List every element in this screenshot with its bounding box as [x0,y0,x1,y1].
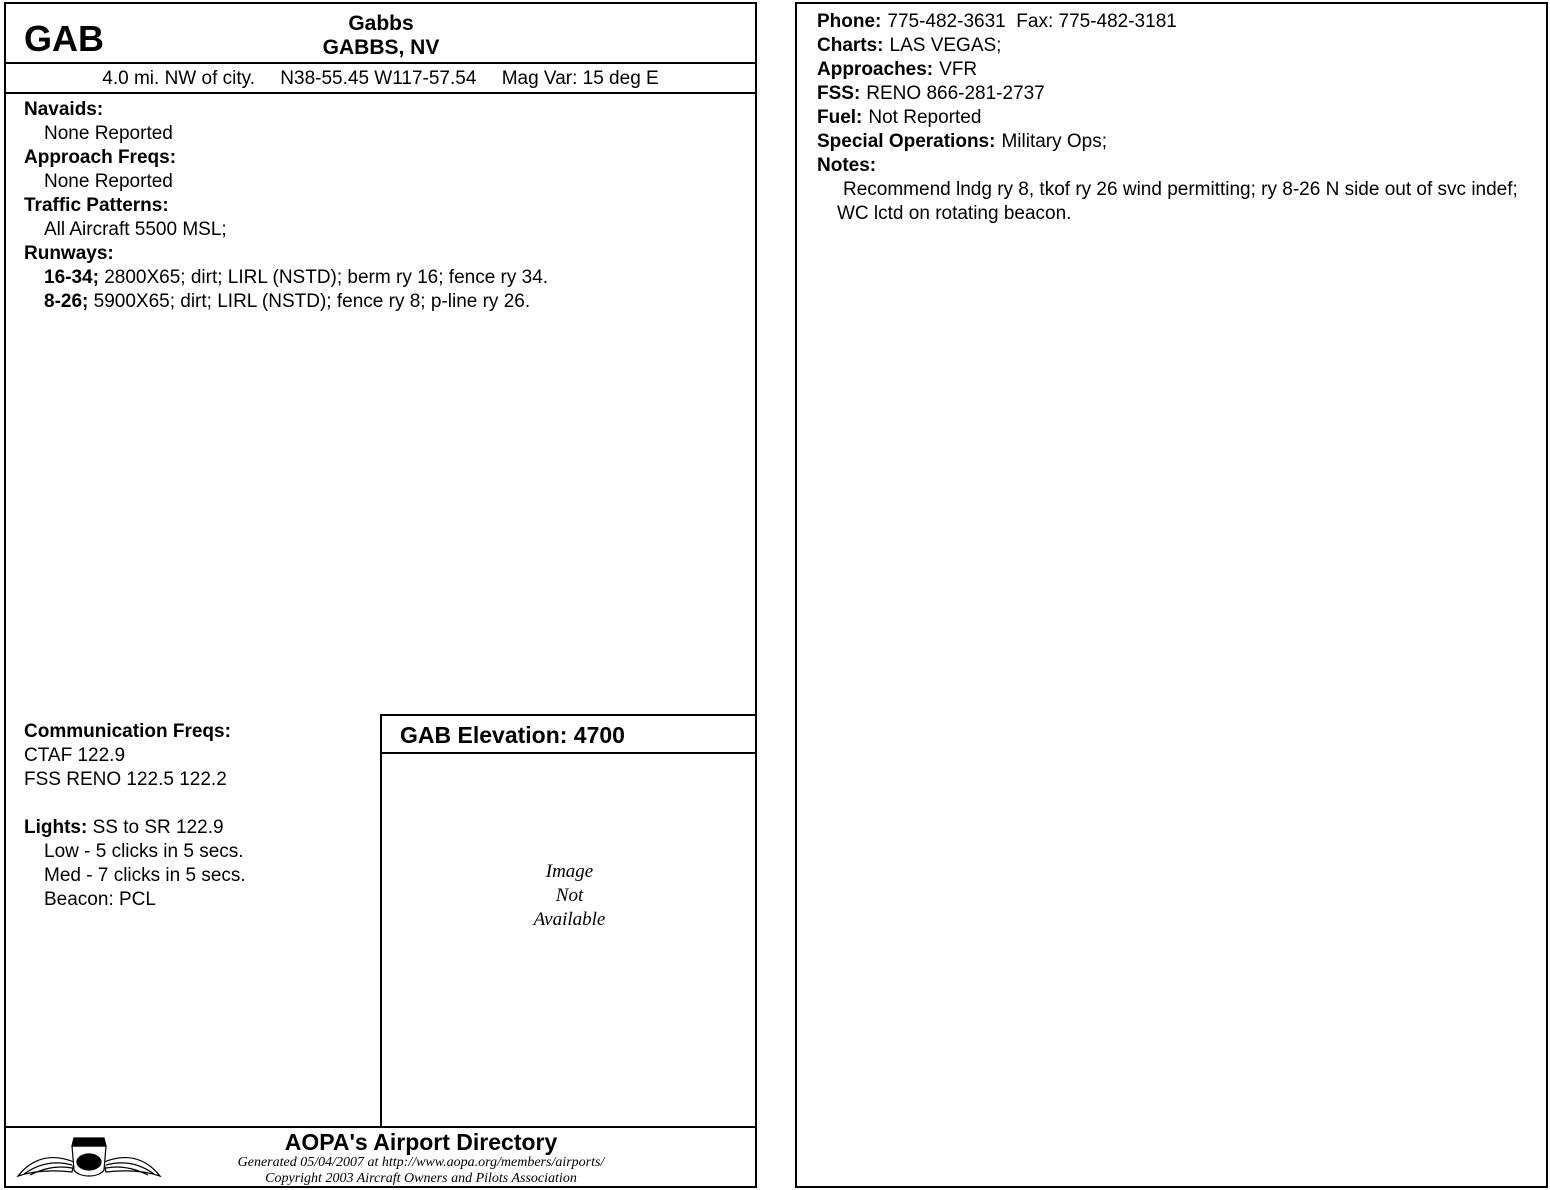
approaches-value: VFR [939,59,978,80]
runway-desc: 5900X65; dirt; LIRL (NSTD); fence ry 8; p-line ry 26. [93,291,531,312]
lights-row [24,816,374,840]
location-text: 4.0 mi. NW of city. [102,68,256,89]
image-placeholder-line: Available [533,909,606,930]
footer-generated: Generated 05/04/2007 at http://www.aopa.org/members/airports/ [237,1155,605,1170]
comm-line: FSS RENO 122.5 122.2 [24,769,227,790]
runways-heading: Runways: [24,243,114,264]
navaids-value: None Reported [44,123,173,144]
image-placeholder-line: Not [555,885,584,906]
comm-line: CTAF 122.9 [24,745,126,766]
lights-line: Med - 7 clicks in 5 secs. [44,865,246,886]
runway-id: 16-34; [44,267,99,288]
divider [6,92,755,94]
runway-id: 8-26; [44,291,89,312]
runway-row [24,290,744,314]
notes-text: Recommend lndg ry 8, tkof ry 26 wind permitting; ry 8-26 N side out of svc indef; WC lctd on rotating beacon. [837,179,1518,224]
image-placeholder-line: Image [545,861,594,882]
runway-row [24,266,744,290]
airport-details [24,98,744,314]
runway-desc: 2800X65; dirt; LIRL (NSTD); berm ry 16; fence ry 34. [104,267,549,288]
divider [6,1126,755,1128]
lights-line: Low - 5 clicks in 5 secs. [44,841,244,862]
navaids-heading: Navaids: [24,99,104,120]
airport-ident: GAB [24,18,104,59]
comm-freqs-heading: Communication Freqs: [24,721,231,742]
phone-value: 775-482-3631 Fax: 775-482-3181 [887,11,1177,32]
location-line [6,68,755,90]
special-ops-value: Military Ops; [1001,131,1108,152]
approaches-label: Approaches: [817,59,934,80]
comm-freqs [24,720,374,912]
fuel-value: Not Reported [868,107,982,128]
fss-value: RENO 866-281-2737 [866,83,1045,104]
elevation-box [380,714,757,1128]
footer-credits [156,1155,686,1187]
fuel-row [817,106,1527,130]
airport-city-state: GABBS, NV [322,36,440,59]
special-ops-label: Special Operations: [817,131,996,152]
image-placeholder [382,860,757,932]
elevation-title: GAB Elevation: 4700 [400,722,625,748]
phone-row [817,10,1527,34]
fuel-label: Fuel: [817,107,863,128]
special-ops-row [817,130,1527,154]
fss-label: FSS: [817,83,861,104]
approaches-row [817,58,1527,82]
footer-copyright: Copyright 2003 Aircraft Owners and Pilots Association [265,1171,577,1186]
notes-label: Notes: [817,155,877,176]
phone-label: Phone: [817,11,882,32]
airport-card-left [4,2,757,1188]
charts-value: LAS VEGAS; [889,35,1002,56]
lights-value: SS to SR 122.9 [92,817,224,838]
footer-title: AOPA's Airport Directory [284,1129,558,1155]
lights-heading: Lights: [24,817,88,838]
divider [382,752,757,754]
airport-card-right [795,2,1548,1188]
notes-row [817,154,1527,178]
mag-var: Mag Var: 15 deg E [501,68,659,89]
lights-line: Beacon: PCL [44,889,156,910]
traffic-patterns-value: All Aircraft 5500 MSL; [44,219,227,240]
airport-name: Gabbs [348,12,414,35]
divider [6,62,755,64]
charts-label: Charts: [817,35,884,56]
traffic-patterns-heading: Traffic Patterns: [24,195,169,216]
approach-freqs-heading: Approach Freqs: [24,147,177,168]
airport-info [817,10,1527,226]
approach-freqs-value: None Reported [44,171,173,192]
aopa-wings-logo [14,1132,164,1184]
fss-row [817,82,1527,106]
coordinates: N38-55.45 W117-57.54 [280,68,477,89]
charts-row [817,34,1527,58]
airport-title [236,12,526,60]
